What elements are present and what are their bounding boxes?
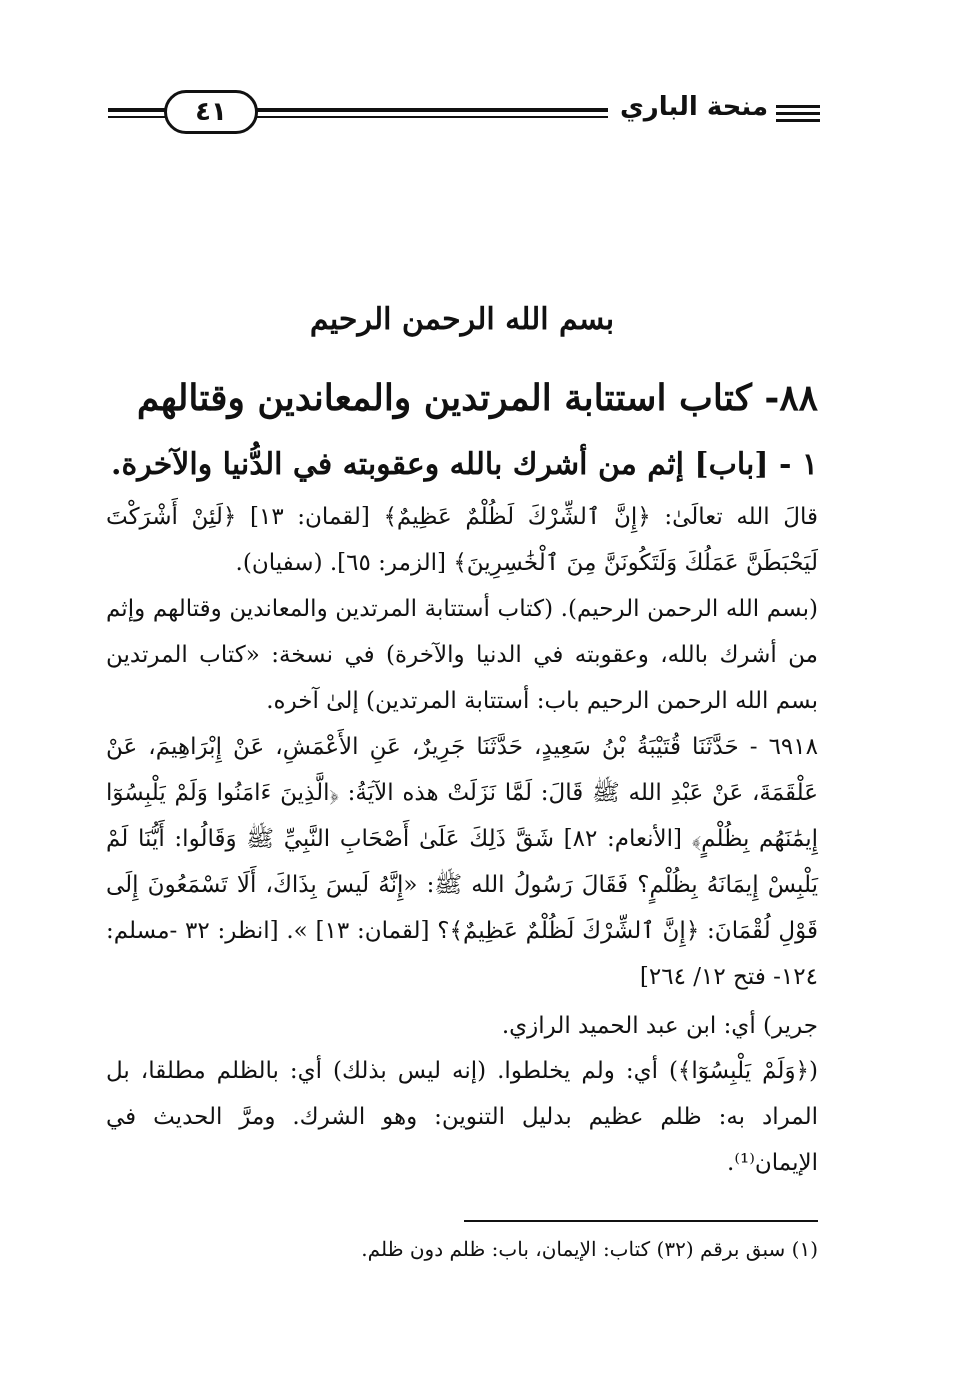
header-rule [108, 116, 168, 118]
header-rule [776, 112, 820, 115]
header-rule [248, 116, 608, 118]
paragraph-quran-verses: قالَ الله تعالَىٰ: ﴿إِنَّ ٱلشِّرْكَ لَظُلْمٌ عَظِيمٌ﴾ [لقمان: ١٣] ﴿لَئِنْ أَشْرَكْتَ لَيَحْبَطَنَّ عَمَلُكَ وَلَتَكُونَنَّ مِنَ ٱلْخَٰسِرِينَ﴾ [الزمر: ٦٥]. (سفيان). [106, 504, 818, 576]
basmala: بسم الله الرحمن الرحيم [309, 302, 615, 337]
header-rule [776, 119, 820, 122]
paragraph-commentary: (بسم الله الرحمن الرحيم). (كتاب أستتابة المرتدين والمعاندين وقتالهم وإثم من أشرك بالله، وعقوبته في الدنيا والآخرة) في نسخة: «كتاب المرتدين بسم الله الرحمن الرحيم باب: أستتابة المرتدين) إلىٰ آخره. [106, 596, 818, 714]
page-number: ٤١ [164, 90, 258, 134]
header-rule [248, 108, 608, 112]
header-rule [108, 108, 168, 112]
running-title: منحة الباري [619, 92, 769, 122]
footnote: (١) سبق برقم (٣٢) كتاب: الإيمان، باب: ظلم دون ظلم. [361, 1237, 818, 1261]
book-title: ٨٨- كتاب استتابة المرتدين والمعاندين وقتالهم [136, 377, 818, 419]
footnote-divider [464, 1220, 818, 1222]
page-header [108, 88, 820, 138]
paragraph-narrator-note: جرير) أي: ابن عبد الحميد الرازي. [501, 1013, 818, 1039]
paragraph-hadith: ٦٩١٨ - حَدَّثَنَا قُتَيْبَةُ بْنُ سَعِيدٍ، حَدَّثَنَا جَرِيرٌ، عَنِ الأَعْمَشِ، عَنْ إِبْرَاهِيمَ، عَنْ عَلْقَمَةَ، عَنْ عَبْدِ الله ﷺ قَالَ: لَمَّا نَزَلَتْ هذه الآيَةُ: ﴿الَّذِينَ ءَامَنُوا وَلَمْ يَلْبِسُوٓا إِيمَٰنَهُم بِظُلْمٍ﴾ [الأنعام: ٨٢] شَقَّ ذَلِكَ عَلَىٰ أَصْحَابِ النَّبِيِّ ﷺ وَقَالُوا: أَيُّنَا لَمْ يَلْبِسْ إِيمَانَهُ بِظُلْمٍ؟ فَقَالَ رَسُولُ الله ﷺ: «إِنَّهُ لَيسَ بِذَاكَ، أَلَا تَسْمَعُونَ إِلَى قَوْلِ لُقْمَانَ: ﴿إِنَّ ٱلشِّرْكَ لَظُلْمٌ عَظِيمٌ﴾؟ [لقمان: ١٣] ». [انظر: ٣٢ -مسلم: ١٢٤- فتح ١٢/ ٢٦٤] [106, 734, 818, 990]
chapter-title: ١ - [باب] إثم من أشرك بالله وعقوبته في الدُّنيا والآخرة. [111, 447, 818, 482]
paragraph-explanation: (﴿وَلَمْ يَلْبِسُوٓا﴾) أي: ولم يخلطوا. (إنه ليس بذلك) أي: بالظلم مطلقا، بل المراد به: ظلم عظيم بدليل التنوين: وهو الشرك. ومرَّ الحديث في الإيمان⁽¹⁾. [106, 1058, 818, 1176]
header-rule [776, 105, 820, 108]
